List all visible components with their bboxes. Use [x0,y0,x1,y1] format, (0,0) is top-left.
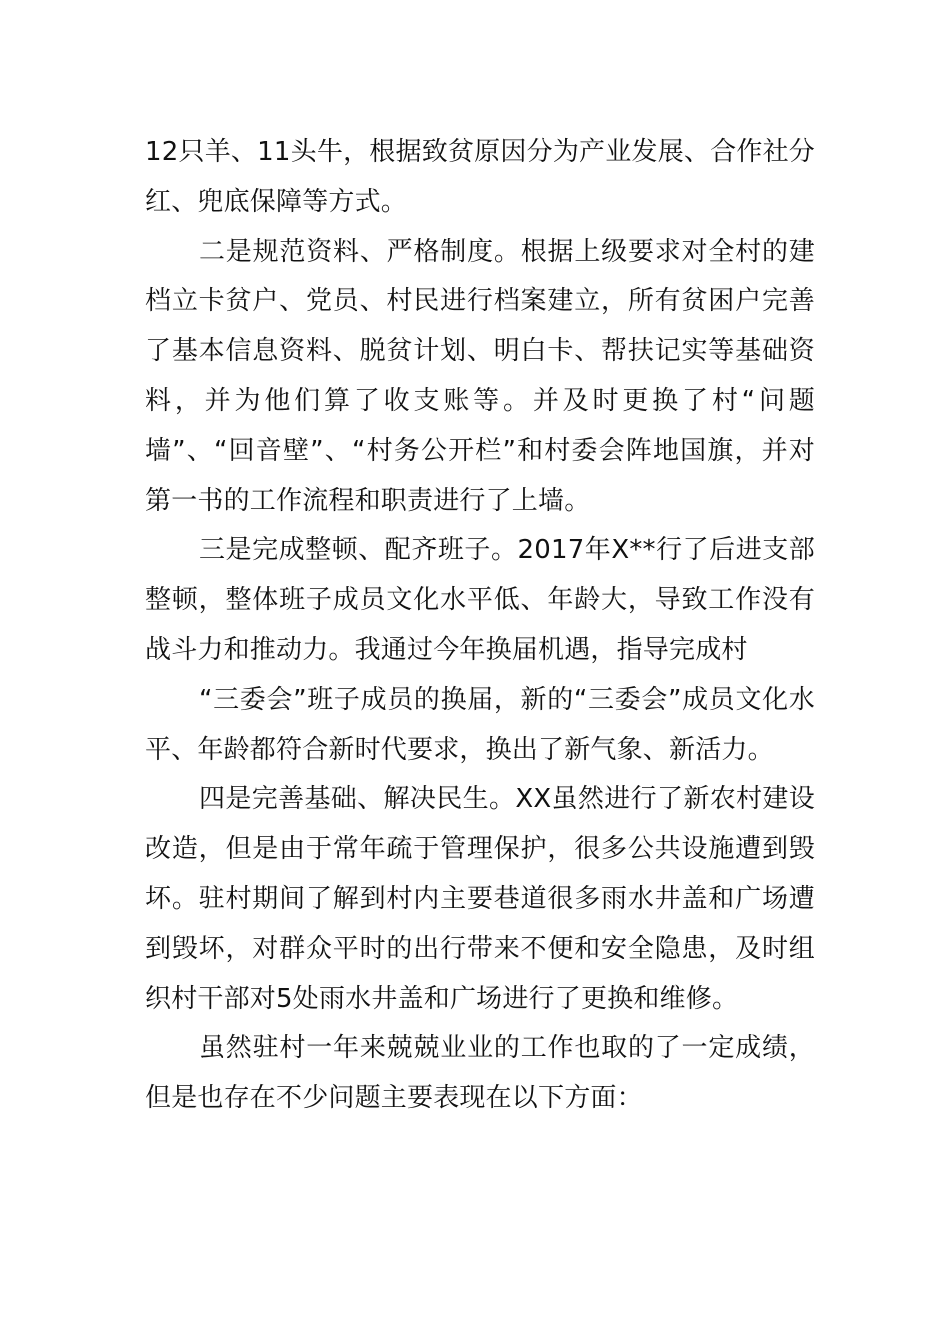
document-body [145,128,815,1124]
paragraph-4: “三委会”班子成员的换届，新的“三委会”成员文化水平、年龄都符合新时代要求，换出了新气象、新活力。 [145,684,815,765]
paragraph-1: 12只羊、11头牛，根据致贫原因分为产业发展、合作社分红、兜底保障等方式。 [145,137,815,217]
paragraph-3: 三是完成整顿、配齐班子。2017年X**行了后进支部整顿，整体班子成员文化水平低、年龄大，导致工作没有战斗力和推动力。我通过今年换届机遇，指导完成村 [145,535,815,665]
paragraph-5: 四是完善基础、解决民生。XX虽然进行了新农村建设改造，但是由于常年疏于管理保护，很多公共设施遭到毁坏。驻村期间了解到村内主要巷道很多雨水井盖和广场遭到毁坏，对群众平时的出行带来不便和安全隐患，及时组织村干部对5处雨水井盖和广场进行了更换和维修。 [145,784,815,1014]
paragraph-2: 二是规范资料、严格制度。根据上级要求对全村的建档立卡贫户、党员、村民进行档案建立，所有贫困户完善了基本信息资料、脱贫计划、明白卡、帮扶记实等基础资料，并为他们算了收支账等。并及时更换了村“问题墙”、“回音壁”、“村务公开栏”和村委会阵地国旗，并对第一书的工作流程和职责进行了上墙。 [145,236,815,516]
paragraph-6: 虽然驻村一年来兢兢业业的工作也取的了一定成绩，但是也存在不少问题主要表现在以下方面： [145,1033,815,1114]
